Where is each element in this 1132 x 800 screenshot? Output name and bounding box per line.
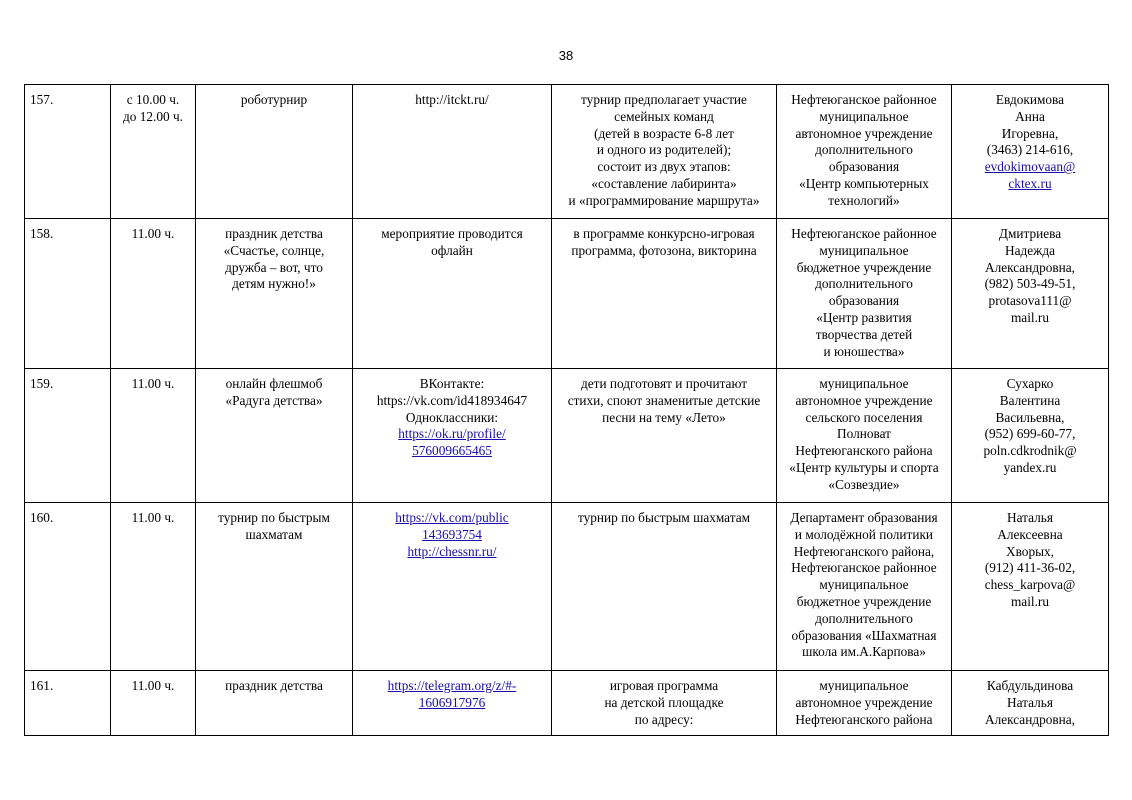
organizer-line: образования [828, 159, 900, 175]
format-link[interactable]: 143693754 [422, 526, 482, 542]
time-line: до 12.00 ч. [123, 108, 183, 124]
description-line: в программе конкурсно-игровая [573, 226, 755, 241]
organizer-line: и юношества» [823, 343, 905, 359]
event-line: праздник детства [225, 226, 323, 241]
description-cell [552, 671, 777, 736]
organizer-line: технологий» [828, 192, 900, 208]
event-line: турнир по быстрым [218, 510, 330, 525]
format-line: мероприятие проводится [381, 226, 523, 241]
format-link[interactable]: https://vk.com/public [395, 510, 509, 525]
organizer-line: «Центр развития [816, 309, 912, 325]
table-row [25, 369, 1109, 503]
contact-line: Александровна, [984, 711, 1076, 727]
description-line: по адресу: [634, 711, 694, 727]
contact-line: Хворых, [1006, 543, 1054, 559]
time-cell [111, 369, 196, 503]
organizer-line: школа им.А.Карпова» [802, 644, 926, 660]
event-line: детям нужно!» [232, 276, 316, 292]
format-cell [353, 369, 552, 503]
format-link[interactable]: 576009665465 [412, 443, 492, 459]
format-cell [353, 85, 552, 219]
organizer-line: Нефтеюганского района [795, 711, 933, 727]
events-table [24, 84, 1109, 736]
description-line: стихи, споют знаменитые детские [567, 392, 761, 408]
format-cell [353, 219, 552, 369]
event-line: дружба – вот, что [225, 259, 323, 275]
event-line: «Счастье, солнце, [223, 242, 325, 258]
organizer-line: Полноват [837, 426, 891, 442]
event-cell [196, 671, 353, 736]
format-line: http://itckt.ru/ [415, 92, 489, 107]
description-line: и одного из родителей); [596, 142, 732, 158]
description-line: «составление лабиринта» [591, 175, 737, 191]
contact-line: Алексеевна [997, 526, 1063, 542]
time-line: с 10.00 ч. [126, 92, 180, 107]
format-line: https://vk.com/id418934647 [376, 392, 528, 408]
organizer-cell [777, 85, 952, 219]
event-cell [196, 369, 353, 503]
events-table-body [25, 85, 1109, 736]
description-line: и «программирование маршрута» [568, 192, 760, 208]
organizer-cell [777, 503, 952, 671]
organizer-cell [777, 369, 952, 503]
description-line: песни на тему «Лето» [602, 409, 726, 425]
contact-line: protasova111@ [988, 293, 1072, 309]
contact-link[interactable]: evdokimovaan@ [984, 159, 1076, 175]
contact-line: mail.ru [1010, 309, 1050, 325]
organizer-line: дополнительного [815, 142, 913, 158]
format-link[interactable]: https://ok.ru/profile/ [398, 426, 506, 442]
organizer-line: Нефтеюганское районное [791, 560, 937, 576]
description-line: семейных команд [614, 108, 714, 124]
organizer-line: Нефтеюганского района [795, 443, 933, 459]
description-line: (детей в возрасте 6-8 лет [594, 125, 734, 141]
organizer-line: муниципальное [819, 678, 909, 693]
format-line: Одноклассники: [405, 409, 499, 425]
organizer-cell [777, 671, 952, 736]
description-line: состоит из двух этапов: [597, 159, 731, 175]
time-cell [111, 85, 196, 219]
row-number: 158. [25, 219, 111, 369]
organizer-line: Департамент образования [790, 510, 938, 525]
organizer-line: автономное учреждение [795, 392, 933, 408]
time-cell [111, 671, 196, 736]
event-line: онлайн флешмоб [225, 376, 323, 391]
format-cell [353, 671, 552, 736]
contact-line: (982) 503-49-51, [984, 276, 1076, 292]
format-link[interactable]: http://chessnr.ru/ [407, 543, 497, 559]
event-line: шахматам [245, 526, 303, 542]
contact-line: Александровна, [984, 259, 1076, 275]
contact-line: Васильевна, [995, 409, 1065, 425]
format-line: офлайн [431, 242, 473, 258]
description-line: турнир предполагает участие [581, 92, 747, 107]
description-cell [552, 85, 777, 219]
event-line: роботурнир [240, 92, 308, 107]
organizer-cell [777, 219, 952, 369]
organizer-line: Нефтеюганское районное [791, 92, 937, 107]
contact-line: mail.ru [1010, 593, 1050, 609]
contact-line: chess_karpova@ [984, 577, 1076, 593]
time-line: 11.00 ч. [131, 376, 175, 391]
description-line: турнир по быстрым шахматам [577, 510, 751, 525]
contact-line: Надежда [1004, 242, 1056, 258]
event-cell [196, 85, 353, 219]
organizer-line: Нефтеюганского района, [793, 543, 935, 559]
row-number: 159. [25, 369, 111, 503]
contact-line: Дмитриева [998, 226, 1062, 241]
contact-line: Кабдульдинова [986, 678, 1074, 693]
table-row [25, 503, 1109, 671]
contact-cell [952, 503, 1109, 671]
time-line: 11.00 ч. [131, 226, 175, 241]
organizer-line: образования «Шахматная [791, 627, 937, 643]
contact-cell [952, 369, 1109, 503]
organizer-line: муниципальное [819, 577, 909, 593]
row-number: 160. [25, 503, 111, 671]
time-cell [111, 219, 196, 369]
contact-line: yandex.ru [1003, 459, 1057, 475]
description-cell [552, 219, 777, 369]
event-cell [196, 503, 353, 671]
contact-line: Игоревна, [1001, 125, 1059, 141]
contact-cell [952, 219, 1109, 369]
event-line: «Радуга детства» [225, 392, 323, 408]
organizer-line: муниципальное [819, 108, 909, 124]
contact-line: (3463) 214-616, [986, 142, 1074, 158]
contact-cell [952, 671, 1109, 736]
contact-line: Евдокимова [995, 92, 1065, 107]
organizer-line: бюджетное учреждение [796, 593, 932, 609]
description-line: дети подготовят и прочитают [580, 376, 748, 391]
contact-line: (952) 699-60-77, [984, 426, 1076, 442]
format-link[interactable]: 1606917976 [418, 694, 486, 710]
organizer-line: сельского поселения [805, 409, 923, 425]
organizer-line: «Созвездие» [828, 476, 900, 492]
organizer-line: дополнительного [815, 276, 913, 292]
contact-line: Наталья [1007, 694, 1053, 710]
contact-line: (912) 411-36-02, [984, 560, 1076, 576]
format-cell [353, 503, 552, 671]
organizer-line: Нефтеюганское районное [791, 226, 937, 241]
description-line: игровая программа [609, 678, 719, 693]
table-row [25, 671, 1109, 736]
description-cell [552, 503, 777, 671]
page-number: 38 [558, 48, 574, 63]
organizer-line: образования [828, 293, 900, 309]
contact-line: poln.cdkrodnik@ [983, 443, 1077, 459]
description-line: программа, фотозона, викторина [571, 242, 757, 258]
organizer-line: муниципальное [819, 376, 909, 391]
time-line: 11.00 ч. [131, 678, 175, 693]
row-number: 157. [25, 85, 111, 219]
organizer-line: и молодёжной политики [794, 526, 934, 542]
contact-link[interactable]: cktex.ru [1008, 175, 1052, 191]
organizer-line: дополнительного [815, 610, 913, 626]
organizer-line: автономное учреждение [795, 694, 933, 710]
format-line: ВКонтакте: [419, 376, 485, 391]
description-cell [552, 369, 777, 503]
time-cell [111, 503, 196, 671]
organizer-line: «Центр культуры и спорта [789, 459, 939, 475]
contact-cell [952, 85, 1109, 219]
table-row [25, 219, 1109, 369]
organizer-line: творчества детей [815, 326, 913, 342]
format-link[interactable]: https://telegram.org/z/#- [387, 678, 517, 693]
organizer-line: автономное учреждение [795, 125, 933, 141]
contact-line: Наталья [1007, 510, 1053, 525]
organizer-line: «Центр компьютерных [799, 175, 929, 191]
contact-line: Валентина [999, 392, 1061, 408]
event-line: праздник детства [225, 678, 323, 693]
row-number: 161. [25, 671, 111, 736]
description-line: на детской площадке [604, 694, 724, 710]
event-cell [196, 219, 353, 369]
time-line: 11.00 ч. [131, 510, 175, 525]
contact-line: Сухарко [1006, 376, 1054, 391]
contact-line: Анна [1015, 108, 1045, 124]
organizer-line: муниципальное [819, 242, 909, 258]
organizer-line: бюджетное учреждение [796, 259, 932, 275]
table-row [25, 85, 1109, 219]
